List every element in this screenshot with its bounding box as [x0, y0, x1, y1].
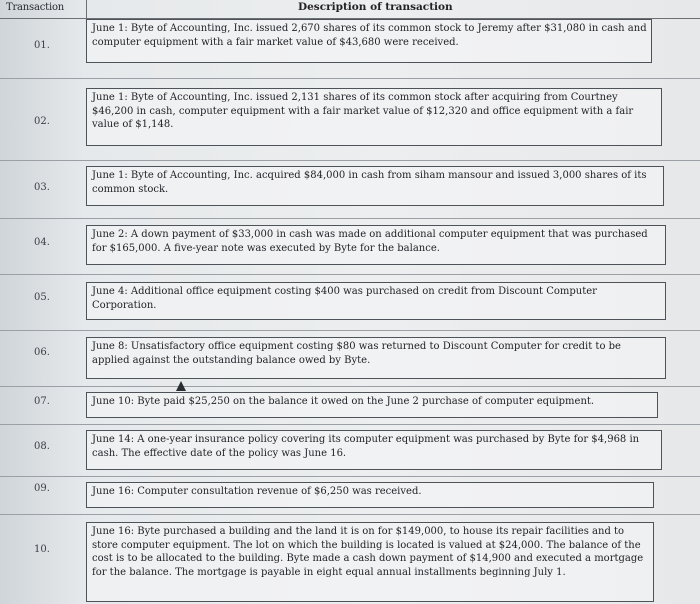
row-divider	[0, 514, 700, 515]
transaction-description: June 10: Byte paid $25,250 on the balance it owed on the June 2 purchase of computer equipment.	[86, 392, 658, 418]
transaction-description: June 1: Byte of Accounting, Inc. issued 2,131 shares of its common stock after acquiring from Courtney $46,200 in cash, computer equipment with a fair market value of $12,320 and office equipment with a fair value of $1,148.	[86, 88, 662, 146]
transaction-description: June 2: A down payment of $33,000 in cash was made on additional computer equipment that was purchased for $165,000. A five-year note was executed by Byte for the balance.	[86, 225, 666, 265]
transaction-description: June 1: Byte of Accounting, Inc. issued 2,670 shares of its common stock to Jeremy after $31,080 in cash and computer equipment with a fair market value of $43,680 were received.	[86, 19, 652, 63]
transaction-description: June 8: Unsatisfactory office equipment costing $80 was returned to Discount Computer for credit to be applied against the outstanding balance owed by Byte.	[86, 337, 666, 379]
transaction-number: 08.	[34, 441, 50, 452]
transaction-description: June 4: Additional office equipment costing $400 was purchased on credit from Discount Computer Corporation.	[86, 282, 666, 320]
transaction-description: June 16: Computer consultation revenue of $6,250 was received.	[86, 482, 654, 508]
row-divider	[0, 386, 700, 387]
transaction-number: 04.	[34, 237, 50, 248]
row-divider	[0, 330, 700, 331]
transaction-number: 06.	[34, 347, 50, 358]
row-divider	[0, 424, 700, 425]
transaction-number: 02.	[34, 116, 50, 127]
transaction-number: 05.	[34, 292, 50, 303]
mouse-cursor-icon	[176, 381, 186, 391]
row-divider	[0, 218, 700, 219]
description-column-header: Description of transaction	[298, 1, 453, 13]
transaction-description: June 14: A one-year insurance policy covering its computer equipment was purchased by Byte for $4,968 in cash. The effective date of the policy was June 16.	[86, 430, 662, 470]
row-divider	[0, 160, 700, 161]
column-divider	[86, 0, 87, 18]
transaction-number: 03.	[34, 182, 50, 193]
transaction-description: June 16: Byte purchased a building and the land it is on for $149,000, to house its repair facilities and to store computer equipment. The lot on which the building is located is valued at $24,000. The balance of the cost is to be allocated to the building. Byte made a cash down payment of $14,900 and executed a mortgage for the balance. The mortgage is payable in eight equal annual installments beginning July 1.	[86, 522, 654, 602]
row-divider	[0, 274, 700, 275]
transaction-number: 10.	[34, 544, 50, 555]
table-header	[0, 0, 700, 19]
transaction-column-header: Transaction	[6, 2, 65, 13]
transaction-number: 01.	[34, 40, 50, 51]
transaction-description: June 1: Byte of Accounting, Inc. acquired $84,000 in cash from siham mansour and issued 3,000 shares of its common stock.	[86, 166, 664, 206]
transaction-number: 09.	[34, 483, 50, 494]
row-divider	[0, 476, 700, 477]
row-divider	[0, 78, 700, 79]
transaction-number: 07.	[34, 396, 50, 407]
